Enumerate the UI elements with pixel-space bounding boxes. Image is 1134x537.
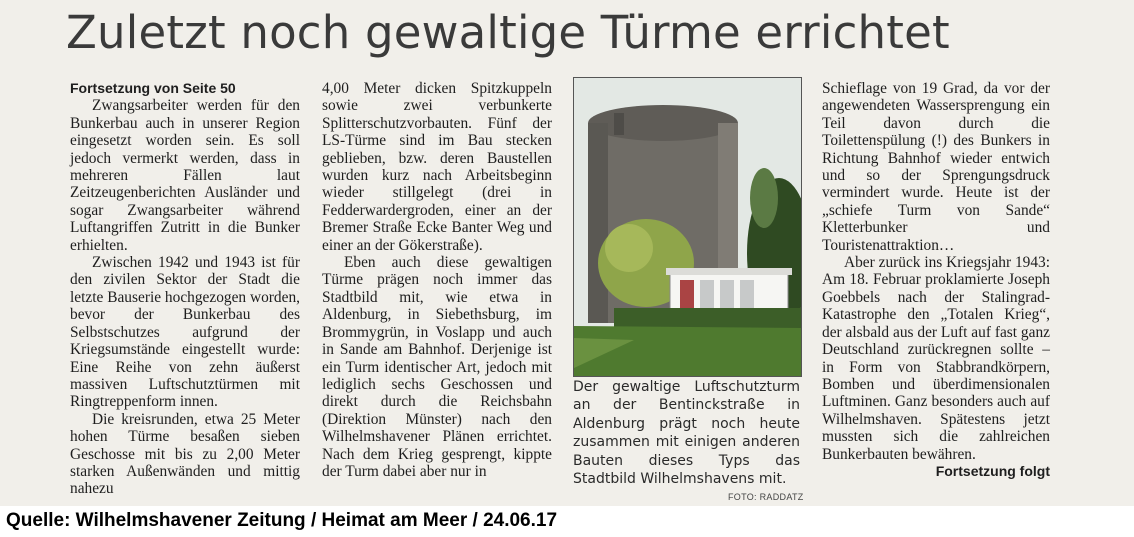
paragraph: 4,00 Meter dicken Spitzkuppeln sowie zwei verbunkerte Splitterschutzvorbauten. Fünf der LS-Türme sind im Bau stecken geblieben, bzw. deren Baustellen wurden kurz nach Arbeitsbeginn wieder stillgelegt (drei in Fedderwardergroden, einer an der Bremer Straße Ecke Banter Weg und einer an der Gökerstraße). xyxy=(322,80,552,254)
paragraph: Eben auch diese gewaltigen Türme prägen noch immer das Stadtbild mit, wie etwa in Aldenburg, in Siebethsburg, im Brommygrün, in Voslapp und auch in Sande am Bahnhof. Derjenige ist ein Turm identischer Art, jedoch mit lediglich sechs Geschossen und direkt durch die Reichsbahn (Direktion Münster) nach den Wilhelmshavener Plänen errichtet. Nach dem Krieg gesprengt, kippte der Turm dabei aber nur in xyxy=(322,254,552,480)
paragraph: Die kreisrunden, etwa 25 Meter hohen Türme besaßen sieben Geschosse mit bis zu 2,00 Meter starken Außenwänden und mittig nahezu xyxy=(70,410,300,498)
article-column-2 xyxy=(322,80,552,480)
photo-credit: FOTO: RADDATZ xyxy=(728,492,804,502)
continued-note: Fortsetzung folgt xyxy=(935,462,1050,479)
paragraph: Aber zurück ins Kriegsjahr 1943: Am 18. Februar proklamierte Joseph Goebbels nach der Stalingrad-Katastrophe den „Totalen Krieg“, der alsbald aus der Luft auf fast ganz Deutschland zurückregnen sollte – in Form von Stabbrandkörpern, Bomben und überdimensionalen Luftminen. Ganz besonders auch auf Wilhelmshaven. Spätestens jetzt mussten sich die zahlreichen Bunkerbauten bewähren. xyxy=(822,254,1051,463)
bunker-tower-photo xyxy=(573,77,802,377)
bunker-tower-illustration xyxy=(574,78,801,376)
source-line: Quelle: Wilhelmshavener Zeitung / Heimat am Meer / 24.06.17 xyxy=(6,510,558,531)
paragraph: Zwangsarbeiter werden für den Bunkerbau auch in unserer Region eingesetzt worden sein. Es soll jedoch vermerkt werden, dass in mehreren Fällen laut Zeitzeugenberichten Ausländer und sogar Zwangsarbeiter während Luftangriffen Zutritt in die Bunker erhielten. xyxy=(70,97,300,254)
article-headline: Zuletzt noch gewaltige Türme errichtet xyxy=(66,6,950,59)
article-column-4 xyxy=(822,80,1050,480)
photo-caption: Der gewaltige Luftschutzturm an der Bentinckstraße in Aldenburg prägt noch heute zusammen mit einigen anderen Bauten dieses Typs das Stadtbild Wilhelmshavens mit. xyxy=(573,379,800,488)
article-column-1 xyxy=(70,80,300,498)
paragraph: Schieflage von 19 Grad, da vor der angewendeten Wassersprengung ein Teil davon durch die Toilettenspülung (!) des Bunkers in Richtung Bahnhof wieder entwich und so der Sprengungsdruck vermindert wurde. Heute ist der „schiefe Turm von Sande“ Kletterbunker und Touristenattraktion… xyxy=(822,80,1050,254)
continuation-kicker: Fortsetzung von Seite 50 xyxy=(70,80,236,96)
paragraph: Zwischen 1942 und 1943 ist für den zivilen Sektor der Stadt die letzte Bauserie hochgezogen worden, bevor der Bunkerbau des Selbstschutzes aufgrund der Kriegsumstände eingestellt wurde: Eine Reihe von zehn äußerst massiven Luftschutztürmen mit Ringtreppenform innen. xyxy=(70,254,300,411)
